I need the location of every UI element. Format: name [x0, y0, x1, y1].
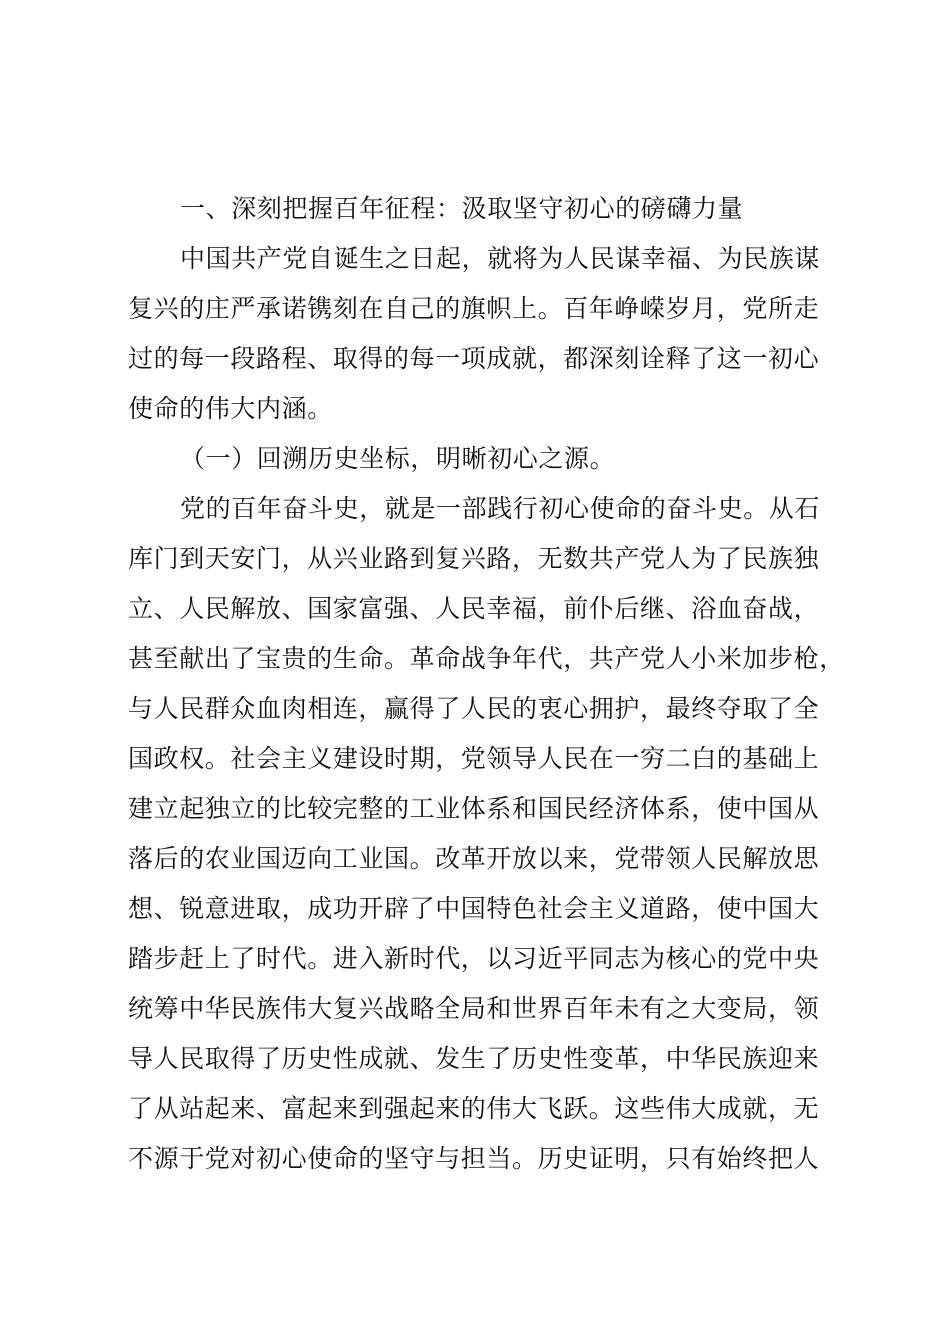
paragraph-line: 复兴的庄严承诺镌刻在自己的旗帜上。百年峥嵘岁月，党所走 [128, 294, 820, 323]
paragraph-line: 统筹中华民族伟大复兴战略全局和世界百年未有之大变局，领 [128, 994, 820, 1023]
paragraph-line: 立、人民解放、国家富强、人民幸福，前仆后继、浴血奋战， [128, 594, 820, 623]
paragraph-line: 国政权。社会主义建设时期，党领导人民在一穷二白的基础上 [128, 744, 820, 773]
paragraph-line: 落后的农业国迈向工业国。改革开放以来，党带领人民解放思 [128, 844, 820, 873]
paragraph-line: 甚至献出了宝贵的生命。革命战争年代，共产党人小米加步枪， [128, 644, 845, 673]
paragraph-line: 踏步赶上了时代。进入新时代，以习近平同志为核心的党中央 [128, 944, 820, 973]
paragraph-line: 中国共产党自诞生之日起，就将为人民谋幸福、为民族谋 [180, 244, 821, 273]
paragraph-line: 过的每一段路程、取得的每一项成就，都深刻诠释了这一初心 [128, 344, 820, 373]
paragraph-line: 建立起独立的比较完整的工业体系和国民经济体系，使中国从 [128, 794, 820, 823]
document-body [128, 184, 845, 1184]
paragraph-line: 库门到天安门，从兴业路到复兴路，无数共产党人为了民族独 [128, 544, 820, 573]
subsection-heading: （一）回溯历史坐标，明晰初心之源。 [180, 444, 616, 473]
paragraph-line: 使命的伟大内涵。 [128, 394, 333, 423]
paragraph-line: 不源于党对初心使命的坚守与担当。历史证明，只有始终把人 [128, 1144, 820, 1173]
paragraph-line: 党的百年奋斗史，就是一部践行初心使命的奋斗史。从石 [180, 494, 821, 523]
paragraph-line: 与人民群众血肉相连，赢得了人民的衷心拥护，最终夺取了全 [128, 694, 820, 723]
section-heading: 一、深刻把握百年征程：汲取坚守初心的磅礴力量 [180, 194, 744, 223]
paragraph-line: 了从站起来、富起来到强起来的伟大飞跃。这些伟大成就，无 [128, 1094, 820, 1123]
paragraph-line: 导人民取得了历史性成就、发生了历史性变革，中华民族迎来 [128, 1044, 820, 1073]
paragraph-line: 想、锐意进取，成功开辟了中国特色社会主义道路，使中国大 [128, 894, 820, 923]
